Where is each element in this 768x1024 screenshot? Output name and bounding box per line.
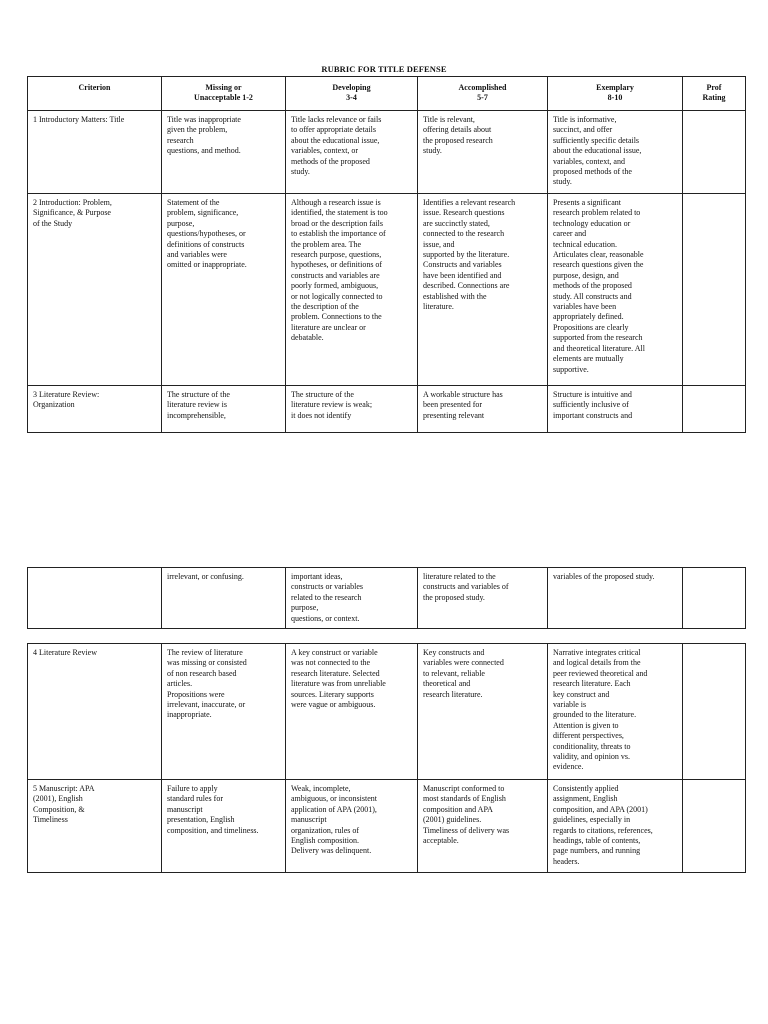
criterion-cell: 5 Manuscript: APA (2001), English Composition, & Timeliness: [28, 780, 162, 873]
exemplary-cell: Consistently applied assignment, English composition, and APA (2001) guidelines, especially in regards to citations, references, headings, table of contents, page numbers, and running headers.: [548, 780, 683, 873]
document-title: RUBRIC FOR TITLE DEFENSE: [321, 64, 447, 74]
exemplary-cell: Structure is intuitive and sufficiently inclusive of important constructs and: [548, 386, 683, 433]
header-missing: Missing or Unacceptable 1-2: [162, 77, 286, 111]
header-developing: Developing 3-4: [286, 77, 418, 111]
header-row: [28, 77, 746, 111]
criterion-cell: 1 Introductory Matters: Title: [28, 111, 162, 194]
rubric-table-part-1: [27, 76, 746, 433]
accomplished-cell: A workable structure has been presented for presenting relevant: [418, 386, 548, 433]
accomplished-cell: literature related to the constructs and variables of the proposed study.: [418, 568, 548, 629]
exemplary-cell: Narrative integrates critical and logical details from the peer reviewed theoretical and research literature. Each key construct and variable is grounded to the literature. Attention is given to different perspectives, conditionality, threats to validity, and opinion vs. evidence.: [548, 644, 683, 780]
developing-cell: Although a research issue is identified, the statement is too broad or the description fails to establish the importance of the problem area. The research purpose, questions, hypotheses, or definitions of constructs and variables are poorly formed, ambiguous, or not logically connected to the description of the problem. Connections to the literature are unclear or debatable.: [286, 194, 418, 386]
accomplished-cell: Manuscript conformed to most standards of English composition and APA (2001) guidelines. Timeliness of delivery was acceptable.: [418, 780, 548, 873]
developing-cell: The structure of the literature review is weak; it does not identify: [286, 386, 418, 433]
rating-cell: [683, 194, 746, 386]
table-row: [28, 568, 746, 629]
exemplary-cell: Title is informative, succinct, and offer sufficiently specific details about the educational issue, variables, context, and proposed methods of the study.: [548, 111, 683, 194]
table-row: [28, 644, 746, 780]
table-row: [28, 386, 746, 433]
missing-cell: The review of literature was missing or consisted of non research based articles. Propositions were irrelevant, inaccurate, or inappropriate.: [162, 644, 286, 780]
rating-cell: [683, 111, 746, 194]
exemplary-cell: Presents a significant research problem related to technology education or career and technical education. Articulates clear, reasonable research questions given the purpose, design, and methods of the proposed study. All constructs and variables have been appropriately defined. Propositions are clearly supported from the research and theoretical literature. All elements are mutually supportive.: [548, 194, 683, 386]
header-criterion: Criterion: [28, 77, 162, 111]
rubric-table-part-2: [27, 643, 746, 873]
missing-cell: Title was inappropriate given the problem, research questions, and method.: [162, 111, 286, 194]
criterion-cell: 3 Literature Review: Organization: [28, 386, 162, 433]
developing-cell: important ideas, constructs or variables related to the research purpose, questions, or context.: [286, 568, 418, 629]
missing-cell: irrelevant, or confusing.: [162, 568, 286, 629]
rating-cell: [683, 568, 746, 629]
rating-cell: [683, 644, 746, 780]
exemplary-cell: variables of the proposed study.: [548, 568, 683, 629]
missing-cell: Statement of the problem, significance, purpose, questions/hypotheses, or definitions of constructs and variables were omitted or inappropriate.: [162, 194, 286, 386]
header-accomplished: Accomplished 5-7: [418, 77, 548, 111]
criterion-cell: 2 Introduction: Problem, Significance, & Purpose of the Study: [28, 194, 162, 386]
missing-cell: The structure of the literature review is incomprehensible,: [162, 386, 286, 433]
developing-cell: Title lacks relevance or fails to offer appropriate details about the educational issue, variables, context, or methods of the proposed study.: [286, 111, 418, 194]
rubric-table-continuation: [27, 567, 746, 629]
accomplished-cell: Identifies a relevant research issue. Research questions are succinctly stated, connected to the research issue, and supported by the literature. Constructs and variables have been identified and described. Connections are established with the literature.: [418, 194, 548, 386]
header-prof-rating: Prof Rating: [683, 77, 746, 111]
criterion-cell: 4 Literature Review: [28, 644, 162, 780]
developing-cell: A key construct or variable was not connected to the research literature. Selected literature was from unreliable sources. Literary supports were vague or ambiguous.: [286, 644, 418, 780]
accomplished-cell: Title is relevant, offering details about the proposed research study.: [418, 111, 548, 194]
table-row: [28, 780, 746, 873]
developing-cell: Weak, incomplete, ambiguous, or inconsistent application of APA (2001), manuscript organization, rules of English composition. Delivery was delinquent.: [286, 780, 418, 873]
header-exemplary: Exemplary 8-10: [548, 77, 683, 111]
table-row: [28, 194, 746, 386]
accomplished-cell: Key constructs and variables were connected to relevant, reliable theoretical and research literature.: [418, 644, 548, 780]
criterion-cell: [28, 568, 162, 629]
table-row: [28, 111, 746, 194]
rating-cell: [683, 780, 746, 873]
missing-cell: Failure to apply standard rules for manuscript presentation, English composition, and timeliness.: [162, 780, 286, 873]
rating-cell: [683, 386, 746, 433]
